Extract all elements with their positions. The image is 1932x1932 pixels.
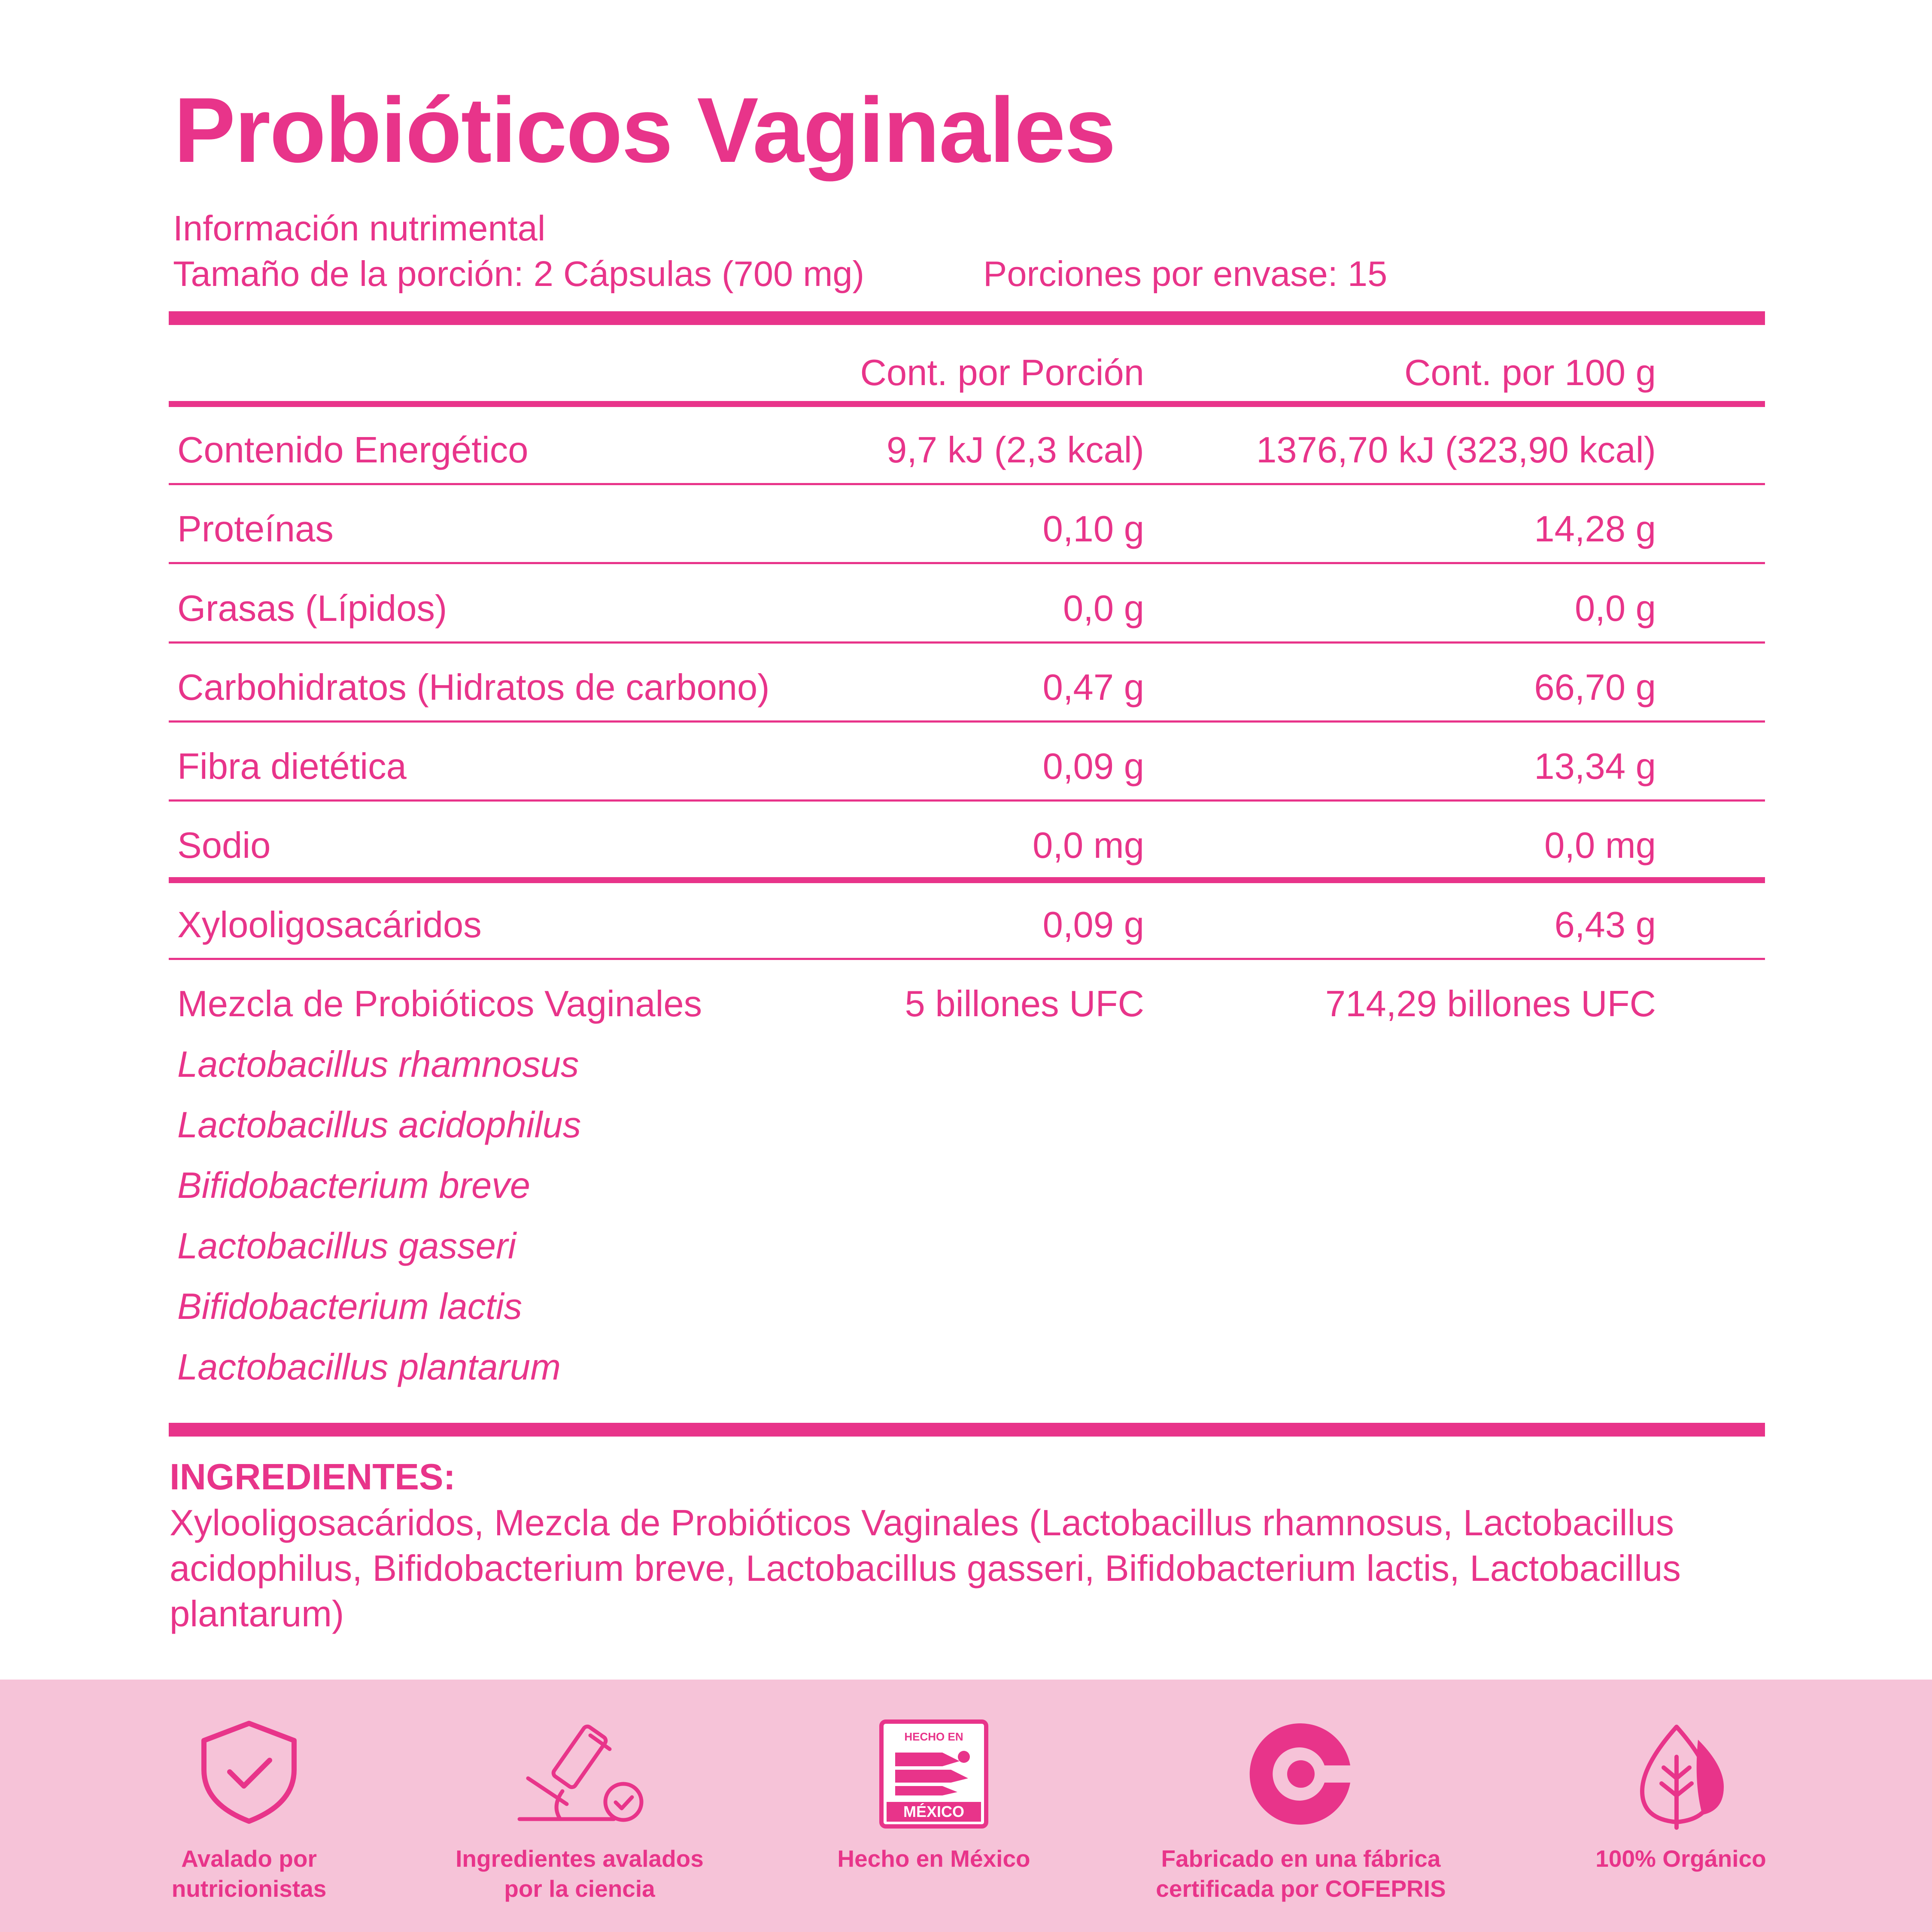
row-name: Carbohidratos (Hidratos de carbono) bbox=[177, 667, 770, 708]
row-per-serving: 0,0 g bbox=[1063, 588, 1144, 629]
header-rule bbox=[169, 401, 1765, 407]
badge-label: 100% Orgánico bbox=[1595, 1845, 1766, 1872]
strain-item: Bifidobacterium lactis bbox=[177, 1286, 522, 1327]
column-header-per-100g: Cont. por 100 g bbox=[1404, 352, 1656, 393]
row-divider bbox=[169, 562, 1765, 564]
row-per-serving: 0,0 mg bbox=[1033, 825, 1144, 866]
row-name: Grasas (Lípidos) bbox=[177, 588, 447, 629]
ingredients-text: Xylooligosacáridos, Mezcla de Probióticos Vaginales (Lactobacillus rhamnosus, Lactobacillus acidophilus, Bifidobacterium breve, Lactobacillus gasseri, Bifidobacterium lactis, Lactobacillus plantarum) bbox=[170, 1503, 1681, 1634]
svg-text:HECHO EN: HECHO EN bbox=[904, 1730, 963, 1743]
row-per-100g: 14,28 g bbox=[1534, 509, 1656, 550]
row-per-100g: 714,29 billones UFC bbox=[1325, 984, 1656, 1024]
strain-item: Lactobacillus gasseri bbox=[177, 1226, 516, 1267]
row-divider bbox=[169, 483, 1765, 485]
row-per-serving: 0,09 g bbox=[1042, 746, 1144, 787]
strain-item: Lactobacillus plantarum bbox=[177, 1347, 561, 1388]
section-rule bbox=[169, 877, 1765, 883]
row-per-100g: 0,0 g bbox=[1574, 588, 1656, 629]
row-name: Mezcla de Probióticos Vaginales bbox=[177, 984, 702, 1024]
row-divider bbox=[169, 720, 1765, 723]
badge-label: Avalado por nutricionistas bbox=[171, 1845, 327, 1902]
badge-cofepris bbox=[1129, 1680, 1473, 1932]
row-per-serving: 0,10 g bbox=[1042, 509, 1144, 550]
row-name: Proteínas bbox=[177, 509, 334, 550]
leaf-drop-icon bbox=[1625, 1718, 1737, 1830]
badge-label: Fabricado en una fábrica certificada por COFEPRIS bbox=[1156, 1845, 1446, 1902]
badges-footer bbox=[0, 1680, 1932, 1932]
row-name: Sodio bbox=[177, 825, 271, 866]
row-per-100g: 13,34 g bbox=[1534, 746, 1656, 787]
badge-label: Ingredientes avalados por la ciencia bbox=[456, 1845, 704, 1902]
row-per-100g: 0,0 mg bbox=[1544, 825, 1656, 866]
svg-text:MÉXICO: MÉXICO bbox=[903, 1803, 965, 1820]
row-divider bbox=[169, 641, 1765, 644]
row-divider bbox=[169, 958, 1765, 960]
row-per-100g: 1376,70 kJ (323,90 kcal) bbox=[1256, 430, 1656, 471]
column-header-per-serving: Cont. por Porción bbox=[860, 352, 1144, 393]
row-per-serving: 0,09 g bbox=[1042, 905, 1144, 945]
table-bottom-rule bbox=[169, 1423, 1765, 1437]
hecho-en-mexico-logo bbox=[878, 1718, 990, 1830]
row-per-serving: 5 billones UFC bbox=[905, 984, 1144, 1024]
badge-mexico bbox=[762, 1680, 1106, 1932]
strain-item: Bifidobacterium breve bbox=[177, 1165, 531, 1206]
row-name: Xylooligosacáridos bbox=[177, 905, 482, 945]
row-per-100g: 66,70 g bbox=[1534, 667, 1656, 708]
row-name: Contenido Energético bbox=[177, 430, 529, 471]
strain-item: Lactobacillus rhamnosus bbox=[177, 1044, 579, 1085]
shield-check-icon bbox=[197, 1718, 301, 1826]
microscope-icon bbox=[511, 1718, 648, 1826]
row-per-serving: 0,47 g bbox=[1042, 667, 1144, 708]
ingredients-heading: INGREDIENTES: bbox=[170, 1457, 456, 1498]
badge-organic bbox=[1509, 1680, 1853, 1932]
badge-science bbox=[408, 1680, 751, 1932]
cofepris-icon bbox=[1245, 1718, 1357, 1830]
strain-item: Lactobacillus acidophilus bbox=[177, 1105, 581, 1145]
row-name: Fibra dietética bbox=[177, 746, 407, 787]
serving-size: Tamaño de la porción: 2 Cápsulas (700 mg) bbox=[173, 254, 865, 294]
page-title: Probióticos Vaginales bbox=[174, 78, 1115, 182]
table-top-rule bbox=[169, 311, 1765, 325]
badge-nutritionists bbox=[77, 1680, 421, 1932]
servings-per-container: Porciones por envase: 15 bbox=[983, 254, 1388, 294]
row-per-100g: 6,43 g bbox=[1554, 905, 1656, 945]
row-per-serving: 9,7 kJ (2,3 kcal) bbox=[887, 430, 1144, 471]
badge-label: Hecho en México bbox=[837, 1845, 1030, 1872]
row-divider bbox=[169, 799, 1765, 802]
info-label: Información nutrimental bbox=[173, 208, 546, 248]
